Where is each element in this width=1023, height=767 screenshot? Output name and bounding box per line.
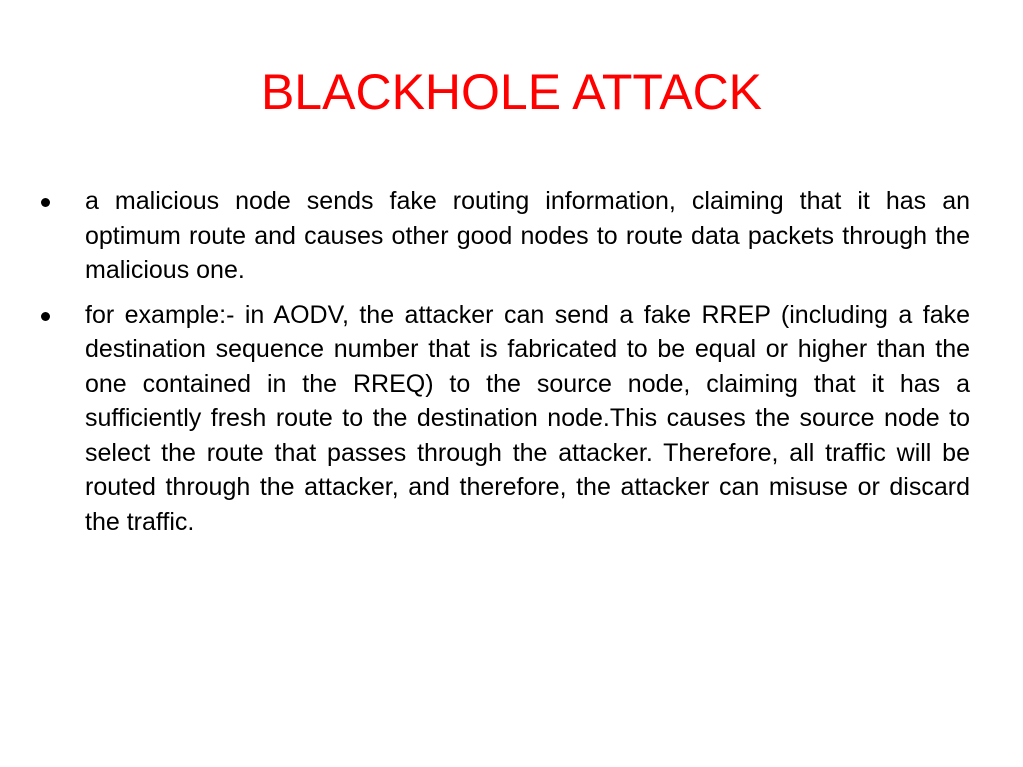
bullet-text: a malicious node sends fake routing information, claiming that it has an optimum route and causes other good nodes to route data packets through the malicious one. (85, 187, 970, 284)
bullet-text: for example:- in AODV, the attacker can send a fake RREP (including a fake destination sequence number that is fabricated to be equal or higher than the one contained in the RREQ) to the source node, claiming that it has a sufficiently fresh route to the destination node.This causes the source node to select the route that passes through the attacker. Therefore, all traffic will be routed through the attacker, and therefore, the attacker can misuse or discard the traffic. (85, 300, 970, 536)
bullet-dot-icon (41, 312, 50, 321)
slide-title: BLACKHOLE ATTACK (260, 64, 763, 120)
bullet-item (40, 298, 970, 540)
bullet-list (40, 184, 970, 549)
bullet-item (40, 184, 970, 288)
bullet-dot-icon (41, 198, 50, 207)
